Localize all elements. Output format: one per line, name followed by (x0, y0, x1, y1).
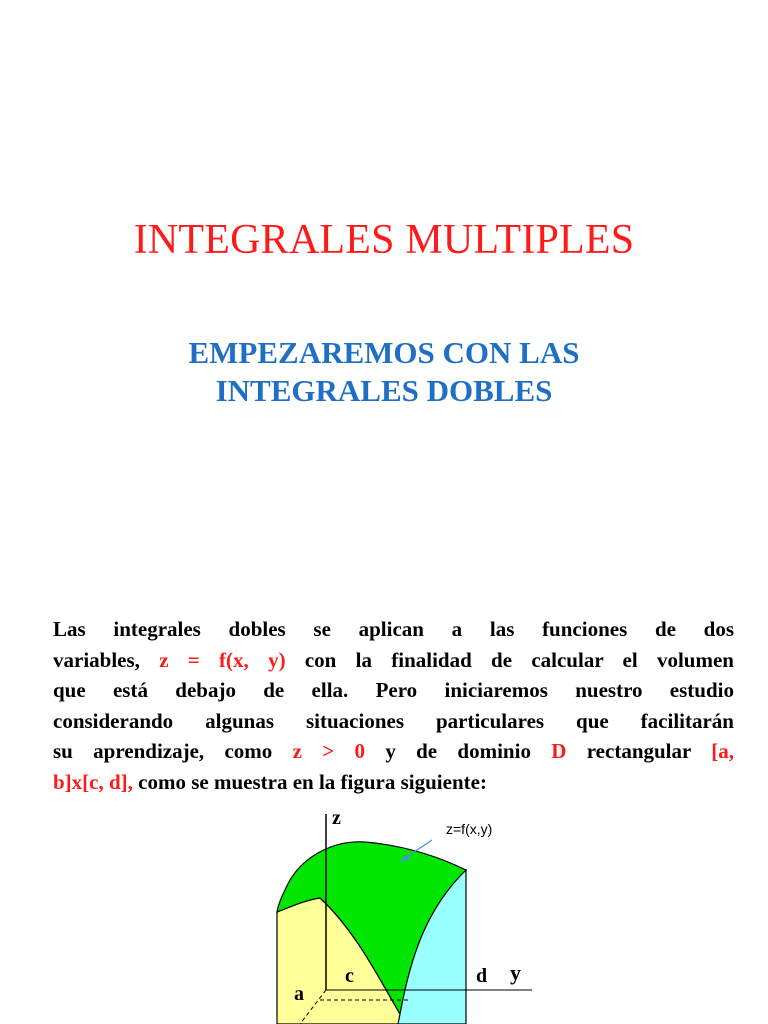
paragraph-line-4: considerando algunas situaciones particulares que facilitarán (53, 708, 734, 733)
volume-figure (260, 800, 560, 1024)
subtitle-line-2: INTEGRALES DOBLES (215, 373, 553, 408)
text-finalidad: con la finalidad de calcular el volumen (285, 647, 734, 672)
domain-D: D (551, 739, 567, 763)
interval-end: b]x[c, d], (53, 769, 133, 794)
z-axis-label: z (332, 807, 341, 829)
surface-label: z=f(x,y) (446, 821, 493, 837)
paragraph-line-5 (53, 736, 734, 767)
paragraph-line-3: que está debajo de ella. Pero iniciaremos nuestro estudio (53, 678, 734, 702)
paragraph-line-1: Las integrales dobles se aplican a las funciones de dos (53, 617, 734, 641)
paragraph-line-6 (53, 767, 734, 798)
text-rectangular: rectangular (566, 739, 712, 763)
text-aprendizaje: su aprendizaje, como (53, 739, 293, 763)
a-label: a (294, 983, 304, 1005)
intro-paragraph (53, 614, 734, 797)
interval-start: [a, (711, 739, 735, 763)
text-dominio: y de dominio (365, 739, 552, 763)
subtitle-line-1: EMPEZAREMOS CON LAS (188, 335, 580, 370)
page-subtitle (0, 334, 768, 410)
y-axis-label: y (510, 960, 521, 985)
text-variables: variables, (53, 647, 160, 672)
formula-z-fxy: z = f(x, y) (159, 647, 286, 672)
c-label: c (345, 965, 354, 987)
paragraph-line-2 (53, 645, 734, 676)
d-label: d (476, 965, 488, 987)
page-title: INTEGRALES MULTIPLES (133, 217, 635, 263)
formula-z-positive: z > 0 (292, 739, 366, 763)
text-figura: como se muestra en la figura siguiente: (132, 769, 487, 794)
